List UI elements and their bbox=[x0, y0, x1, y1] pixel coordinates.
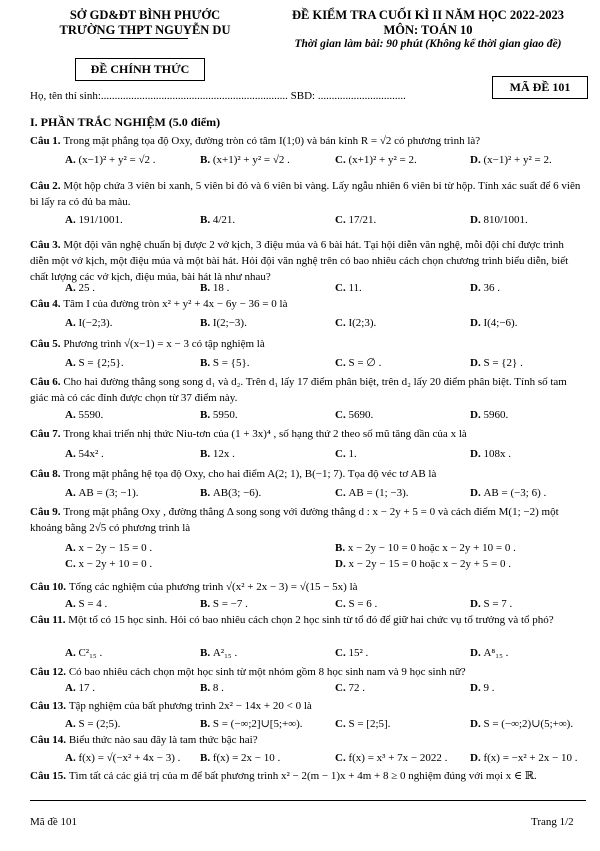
question-number: Câu 1. bbox=[30, 135, 64, 147]
option-key: B. bbox=[200, 282, 213, 294]
question-text bbox=[30, 178, 585, 210]
answer-option[interactable] bbox=[335, 716, 390, 732]
option-key: C. bbox=[335, 718, 349, 730]
answer-option[interactable] bbox=[200, 280, 229, 296]
answer-option[interactable] bbox=[335, 280, 362, 296]
question-body: Cho hai đường thẳng song song d₁ và d₂. Trên d₁ lấy 17 điểm phân biệt, trên d₂ lấy 20 điểm phân biệt. Tính số tam giác mà có các đỉnh được chọn từ 37 điểm này. bbox=[30, 376, 567, 404]
answer-option[interactable] bbox=[335, 556, 511, 572]
option-value: S = {5}. bbox=[212, 357, 250, 369]
option-key: C. bbox=[335, 282, 349, 294]
footer-page-number: Trang 1/2 bbox=[531, 816, 574, 828]
footer-exam-code: Mã đề 101 bbox=[30, 816, 78, 828]
option-value: A²₁₅ . bbox=[212, 647, 238, 659]
answer-option[interactable] bbox=[65, 596, 107, 612]
official-box: ĐỀ CHÍNH THỨC bbox=[75, 58, 205, 81]
option-key: D. bbox=[470, 682, 484, 694]
question-number: Câu 3. bbox=[30, 239, 64, 251]
question-number: Câu 9. bbox=[30, 506, 64, 518]
option-key: A. bbox=[65, 647, 79, 659]
answer-option[interactable] bbox=[470, 645, 508, 661]
student-info-line: Họ, tên thí sinh:.................................................................... SBD: ................................ bbox=[30, 90, 406, 102]
option-value: S = (−∞;2]∪[5;+∞). bbox=[212, 718, 303, 730]
answer-option[interactable] bbox=[65, 716, 120, 732]
option-key: D. bbox=[470, 214, 484, 226]
option-key: C. bbox=[335, 357, 349, 369]
option-value: S = [2;5]. bbox=[348, 718, 391, 730]
option-value: S = −7 . bbox=[212, 598, 248, 610]
option-value: 5590. bbox=[78, 409, 104, 421]
answer-option[interactable] bbox=[335, 596, 377, 612]
school-underline bbox=[100, 38, 188, 39]
option-key: D. bbox=[470, 598, 484, 610]
answer-option[interactable] bbox=[65, 446, 104, 462]
option-key: C. bbox=[335, 598, 349, 610]
answer-option[interactable] bbox=[335, 407, 373, 423]
option-value: (x+1)² + y² = √2 . bbox=[212, 154, 290, 166]
answer-option[interactable] bbox=[200, 152, 290, 168]
question-body: Tổng các nghiệm của phương trình √(x² + 2x − 3) = √(15 − 5x) là bbox=[68, 581, 358, 593]
question-number: Câu 10. bbox=[30, 581, 69, 593]
option-key: C. bbox=[335, 154, 349, 166]
option-key: A. bbox=[65, 214, 79, 226]
answer-option[interactable] bbox=[200, 596, 248, 612]
question-text bbox=[30, 732, 585, 748]
answer-option[interactable] bbox=[200, 485, 261, 501]
footer-divider bbox=[30, 800, 586, 801]
option-key: A. bbox=[65, 317, 79, 329]
option-value: I(−2;3). bbox=[78, 317, 113, 329]
option-value: I(2;−3). bbox=[212, 317, 247, 329]
option-key: C. bbox=[335, 448, 349, 460]
option-value: S = {2} . bbox=[483, 357, 523, 369]
option-key: B. bbox=[200, 154, 213, 166]
answer-option[interactable] bbox=[335, 680, 365, 696]
answer-option[interactable] bbox=[335, 485, 409, 501]
answer-option[interactable] bbox=[200, 750, 280, 766]
option-value: C²₁₅ . bbox=[78, 647, 103, 659]
option-value: A⁸₁₅ . bbox=[483, 647, 509, 659]
option-key: D. bbox=[335, 558, 349, 570]
question-number: Câu 14. bbox=[30, 734, 69, 746]
answer-option[interactable] bbox=[470, 152, 552, 168]
option-value: AB = (3; −1). bbox=[78, 487, 139, 499]
option-key: B. bbox=[200, 487, 213, 499]
question-text bbox=[30, 466, 585, 482]
answer-option[interactable] bbox=[65, 540, 152, 556]
question-body: Một tổ có 15 học sinh. Hỏi có bao nhiêu cách chọn 2 học sinh từ tổ đó để giữ hai chức vụ tổ trưởng và tổ phó? bbox=[68, 614, 554, 626]
question-body: Có bao nhiêu cách chọn một học sinh từ một nhóm gồm 8 học sinh nam và 9 học sinh nữ? bbox=[68, 666, 466, 678]
answer-option[interactable] bbox=[65, 407, 103, 423]
option-value: S = 7 . bbox=[483, 598, 513, 610]
question-body: Một đội văn nghệ chuẩn bị được 2 vở kịch, 3 điệu múa và 6 bài hát. Tại hội diễn văn nghệ, mỗi đội chỉ được trình diễn một vở kịch, một điệu múa và một bài hát. Hỏi đội văn nghệ trên có bao nhiêu cách chọn chương trình biểu diễn, biết chất lượng các vở kịch, điệu múa, bài hát là như nhau? bbox=[30, 239, 569, 283]
option-key: D. bbox=[470, 752, 484, 764]
option-value: x − 2y + 10 = 0 . bbox=[78, 558, 153, 570]
option-key: B. bbox=[200, 214, 213, 226]
question-text bbox=[30, 612, 585, 628]
question-text bbox=[30, 698, 585, 714]
option-key: B. bbox=[200, 598, 213, 610]
answer-option[interactable] bbox=[470, 750, 578, 766]
option-key: B. bbox=[200, 647, 213, 659]
option-value: (x−1)² + y² = √2 . bbox=[78, 154, 156, 166]
answer-option[interactable] bbox=[65, 680, 95, 696]
option-value: f(x) = x³ + 7x − 2022 . bbox=[348, 752, 448, 764]
answer-option[interactable] bbox=[335, 446, 357, 462]
option-value: S = 4 . bbox=[78, 598, 108, 610]
option-value: S = ∅ . bbox=[348, 357, 382, 369]
answer-option[interactable] bbox=[200, 407, 238, 423]
answer-option[interactable] bbox=[65, 315, 112, 331]
option-value: 18 . bbox=[212, 282, 230, 294]
question-text bbox=[30, 768, 585, 784]
option-value: 25 . bbox=[78, 282, 95, 294]
option-value: S = 6 . bbox=[348, 598, 378, 610]
option-key: A. bbox=[65, 448, 79, 460]
option-key: A. bbox=[65, 154, 79, 166]
question-number: Câu 15. bbox=[30, 770, 69, 782]
school-name: TRƯỜNG THPT NGUYỄN DU bbox=[59, 23, 231, 37]
answer-option[interactable] bbox=[200, 446, 235, 462]
answer-option[interactable] bbox=[65, 485, 139, 501]
option-value: f(x) = 2x − 10 . bbox=[212, 752, 281, 764]
answer-option[interactable] bbox=[65, 355, 124, 371]
question-body: Tâm I của đường tròn x² + y² + 4x − 6y − 36 = 0 là bbox=[63, 298, 288, 310]
option-value: (x+1)² + y² = 2. bbox=[348, 154, 417, 166]
question-body: Tìm tất cả các giá trị của m để bất phương trình x² − 2(m − 1)x + 4m + 8 ≥ 0 nghiệm đúng với mọi x ∈ ℝ. bbox=[68, 770, 537, 782]
option-value: (x−1)² + y² = 2. bbox=[483, 154, 552, 166]
option-key: C. bbox=[335, 317, 349, 329]
option-key: C. bbox=[335, 487, 349, 499]
option-value: 11. bbox=[348, 282, 362, 294]
question-text bbox=[30, 374, 585, 406]
option-value: 8 . bbox=[212, 682, 224, 694]
option-value: 1. bbox=[348, 448, 357, 460]
question-number: Câu 12. bbox=[30, 666, 69, 678]
question-body: Trong mặt phẳng tọa độ Oxy, đường tròn có tâm I(1;0) và bán kính R = √2 có phương trình là? bbox=[63, 135, 481, 147]
answer-option[interactable] bbox=[200, 212, 235, 228]
option-key: D. bbox=[470, 718, 484, 730]
option-key: B. bbox=[200, 682, 213, 694]
answer-option[interactable] bbox=[200, 315, 247, 331]
question-text bbox=[30, 237, 585, 285]
answer-option[interactable] bbox=[65, 152, 156, 168]
answer-option[interactable] bbox=[470, 680, 494, 696]
option-key: C. bbox=[335, 647, 349, 659]
option-value: f(x) = √(−x² + 4x − 3) . bbox=[78, 752, 181, 764]
answer-option[interactable] bbox=[470, 212, 528, 228]
option-value: x − 2y − 15 = 0 hoặc x − 2y + 5 = 0 . bbox=[348, 558, 511, 570]
option-key: C. bbox=[65, 558, 79, 570]
option-value: 17/21. bbox=[348, 214, 377, 226]
option-key: D. bbox=[470, 317, 484, 329]
option-value: 54x² . bbox=[78, 448, 104, 460]
answer-option[interactable] bbox=[335, 645, 368, 661]
question-body: Trong mặt phẳng Oxy , đường thẳng Δ song song với đường thẳng d : x − 2y + 5 = 0 và cách điểm M(1; −2) một khoảng bằng 2√5 có phương trình là bbox=[30, 506, 559, 534]
question-text bbox=[30, 579, 585, 595]
question-number: Câu 6. bbox=[30, 376, 64, 388]
option-value: 4/21. bbox=[212, 214, 236, 226]
answer-option[interactable] bbox=[470, 407, 508, 423]
option-value: 810/1001. bbox=[483, 214, 528, 226]
option-value: 72 . bbox=[348, 682, 365, 694]
exam-title: ĐỀ KIỂM TRA CUỐI KÌ II NĂM HỌC 2022-2023 bbox=[291, 8, 564, 22]
option-key: A. bbox=[65, 487, 79, 499]
option-value: x − 2y − 15 = 0 . bbox=[78, 542, 153, 554]
option-key: B. bbox=[200, 752, 213, 764]
option-value: I(4;−6). bbox=[483, 317, 518, 329]
option-key: C. bbox=[335, 409, 349, 421]
question-body: Một hộp chứa 3 viên bi xanh, 5 viên bi đỏ và 6 viên bi vàng. Lấy ngẫu nhiên 6 viên bi từ hộp. Tính xác suất để 6 viên bi lấy ra có đủ ba màu. bbox=[30, 180, 581, 208]
option-key: B. bbox=[200, 448, 213, 460]
answer-option[interactable] bbox=[65, 750, 180, 766]
answer-option[interactable] bbox=[335, 540, 516, 556]
question-body: Biểu thức nào sau đây là tam thức bậc hai? bbox=[68, 734, 258, 746]
option-key: A. bbox=[65, 682, 79, 694]
option-key: C. bbox=[335, 752, 349, 764]
answer-option[interactable] bbox=[335, 152, 417, 168]
option-key: B. bbox=[200, 317, 213, 329]
subject-title: MÔN: TOÁN 10 bbox=[383, 23, 473, 37]
option-key: B. bbox=[200, 409, 213, 421]
option-key: A. bbox=[65, 542, 79, 554]
question-number: Câu 13. bbox=[30, 700, 69, 712]
option-key: D. bbox=[470, 154, 484, 166]
question-body: Tập nghiệm của bất phương trình 2x² − 14x + 20 < 0 là bbox=[68, 700, 312, 712]
answer-option[interactable] bbox=[200, 355, 249, 371]
question-body: Trong khai triển nhị thức Niu-tơn của (1 + 3x)⁴ , số hạng thứ 2 theo số mũ tăng dần của x là bbox=[63, 428, 467, 440]
question-number: Câu 8. bbox=[30, 468, 64, 480]
exam-code-box: MÃ ĐỀ 101 bbox=[492, 76, 588, 99]
option-value: 12x . bbox=[212, 448, 235, 460]
option-key: D. bbox=[470, 282, 484, 294]
question-number: Câu 11. bbox=[30, 614, 69, 626]
question-number: Câu 7. bbox=[30, 428, 64, 440]
question-body: Phương trình √(x−1) = x − 3 có tập nghiệm là bbox=[63, 338, 265, 350]
option-key: D. bbox=[470, 448, 484, 460]
question-text bbox=[30, 296, 585, 312]
option-key: A. bbox=[65, 282, 79, 294]
question-number: Câu 2. bbox=[30, 180, 64, 192]
answer-option[interactable] bbox=[470, 280, 500, 296]
question-number: Câu 5. bbox=[30, 338, 64, 350]
section-title: I. PHẦN TRẮC NGHIỆM (5.0 điểm) bbox=[30, 115, 221, 129]
question-text bbox=[30, 426, 585, 442]
option-value: S = (−∞;2)∪(5;+∞). bbox=[483, 718, 574, 730]
option-key: C. bbox=[335, 682, 349, 694]
option-key: D. bbox=[470, 409, 484, 421]
question-text bbox=[30, 664, 585, 680]
answer-option[interactable] bbox=[335, 212, 376, 228]
option-key: C. bbox=[335, 214, 349, 226]
option-value: S = (2;5). bbox=[78, 718, 121, 730]
department-name: SỞ GD&ĐT BÌNH PHƯỚC bbox=[69, 8, 221, 22]
answer-option[interactable] bbox=[200, 716, 303, 732]
option-value: 5960. bbox=[483, 409, 509, 421]
question-text bbox=[30, 336, 585, 352]
option-key: B. bbox=[200, 357, 213, 369]
option-key: A. bbox=[65, 718, 79, 730]
option-key: D. bbox=[470, 487, 484, 499]
option-key: B. bbox=[335, 542, 348, 554]
question-text bbox=[30, 504, 585, 536]
answer-option[interactable] bbox=[470, 716, 573, 732]
answer-option[interactable] bbox=[65, 280, 95, 296]
option-key: A. bbox=[65, 409, 79, 421]
question-body: Trong mặt phẳng hệ tọa độ Oxy, cho hai điểm A(2; 1), B(−1; 7). Tọa độ véc tơ AB là bbox=[63, 468, 437, 480]
option-value: 5950. bbox=[212, 409, 238, 421]
option-value: 9 . bbox=[483, 682, 495, 694]
answer-option[interactable] bbox=[470, 596, 512, 612]
option-value: AB(3; −6). bbox=[212, 487, 262, 499]
answer-option[interactable] bbox=[200, 645, 237, 661]
answer-option[interactable] bbox=[470, 355, 523, 371]
option-value: 108x . bbox=[483, 448, 511, 460]
answer-option[interactable] bbox=[470, 315, 517, 331]
option-value: x − 2y − 10 = 0 hoặc x − 2y + 10 = 0 . bbox=[347, 542, 516, 554]
option-value: 15² . bbox=[348, 647, 369, 659]
option-value: S = {2;5}. bbox=[78, 357, 124, 369]
option-key: D. bbox=[470, 357, 484, 369]
option-key: B. bbox=[200, 718, 213, 730]
option-key: A. bbox=[65, 357, 79, 369]
option-key: A. bbox=[65, 598, 79, 610]
question-text bbox=[30, 133, 585, 149]
option-value: 17 . bbox=[78, 682, 95, 694]
answer-option[interactable] bbox=[470, 485, 546, 501]
option-value: I(2;3). bbox=[348, 317, 377, 329]
answer-option[interactable] bbox=[470, 446, 511, 462]
question-number: Câu 4. bbox=[30, 298, 64, 310]
option-value: 191/1001. bbox=[78, 214, 123, 226]
option-value: AB = (1; −3). bbox=[348, 487, 409, 499]
answer-option[interactable] bbox=[335, 315, 376, 331]
answer-option[interactable] bbox=[65, 212, 123, 228]
option-value: 5690. bbox=[348, 409, 374, 421]
answer-option[interactable] bbox=[65, 645, 102, 661]
answer-option[interactable] bbox=[65, 556, 152, 572]
answer-option[interactable] bbox=[335, 355, 381, 371]
answer-option[interactable] bbox=[335, 750, 447, 766]
option-key: D. bbox=[470, 647, 484, 659]
option-value: AB = (−3; 6) . bbox=[483, 487, 547, 499]
option-value: 36 . bbox=[483, 282, 500, 294]
answer-option[interactable] bbox=[200, 680, 224, 696]
option-key: A. bbox=[65, 752, 79, 764]
option-value: f(x) = −x² + 2x − 10 . bbox=[483, 752, 578, 764]
time-note: Thời gian làm bài: 90 phút (Không kể thời gian giao đề) bbox=[294, 38, 562, 50]
